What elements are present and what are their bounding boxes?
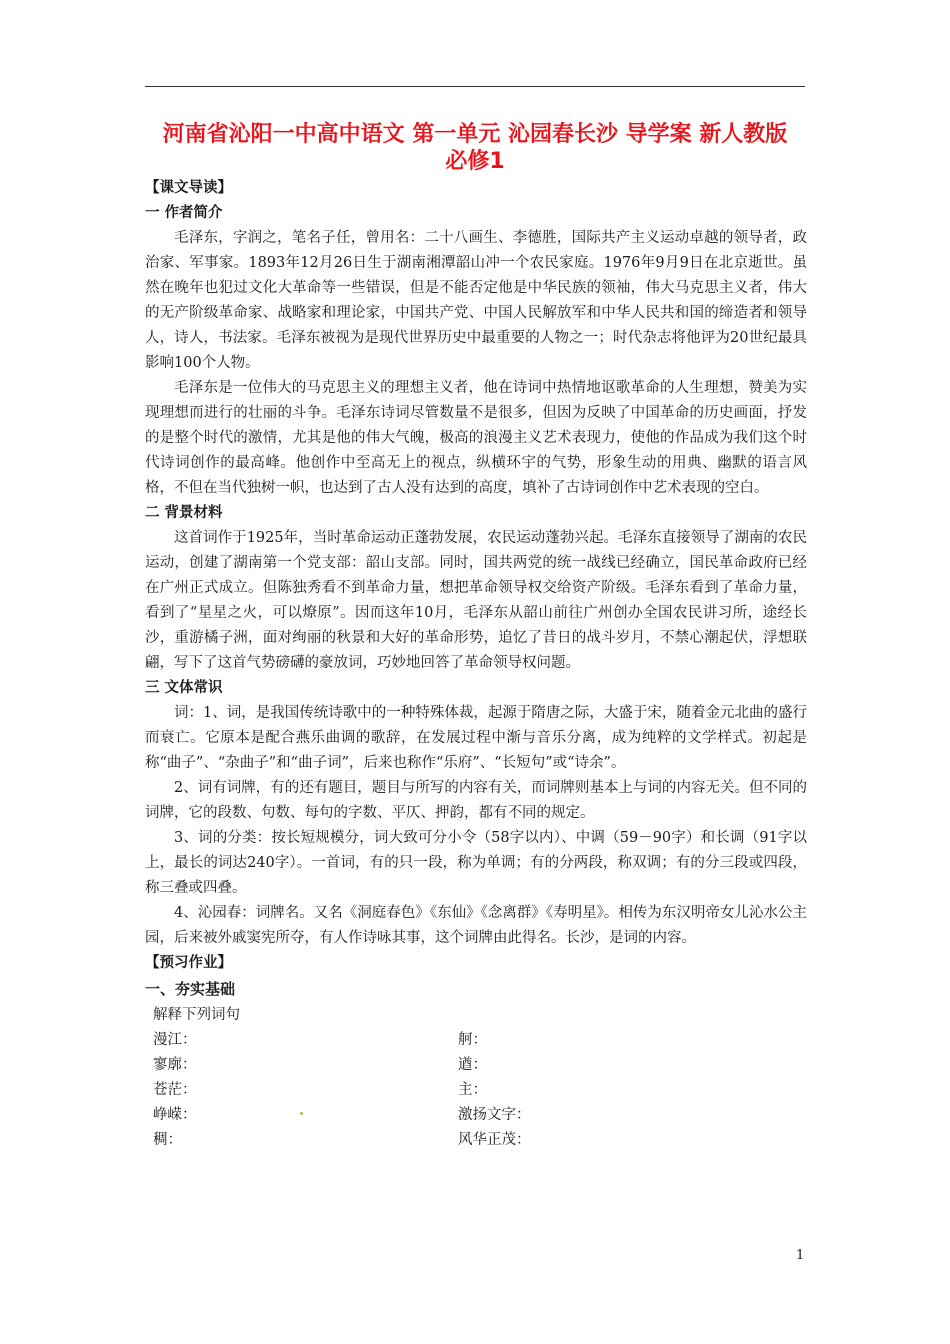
document-body xyxy=(145,176,807,1153)
vocab-row xyxy=(145,1028,807,1053)
document-title-line1: 河南省沁阳一中高中语文 第一单元 沁园春长沙 导学案 新人教版 xyxy=(162,122,788,147)
vocab-instruction: 解释下列词句 xyxy=(153,1007,240,1023)
vocab-term: 峥嵘： xyxy=(153,1107,197,1123)
genre-paragraph-2: 2、词有词牌，有的还有题目，题目与所写的内容有关，而词牌则基本上与词的内容无关。但不同的词牌，它的段数、句数、每句的字数、平仄、押韵，都有不同的规定。 xyxy=(145,780,807,821)
author-intro-paragraph-2: 毛泽东是一位伟大的马克思主义的理想主义者，他在诗词中热情地讴歌革命的人生理想，赞美为实现理想而进行的壮丽的斗争。毛泽东诗词尽管数量不是很多，但因为反映了中国革命的历史画面，抒发的是整个时代的激情，尤其是他的伟大气魄，极高的浪漫主义艺术表现力，使他的作品成为我们这个时代诗词创作的最高峰。他创作中至高无上的视点，纵横环宇的气势，形象生动的用典、幽默的语言风格，不但在当代独树一帜，也达到了古人没有达到的高度，填补了古诗词创作中艺术表现的空白。 xyxy=(145,380,807,496)
page-number: 1 xyxy=(796,1248,805,1263)
genre-paragraph-4: 4、沁园春：词牌名。又名《洞庭春色》《东仙》《念离群》《寿明星》。相传为东汉明帝女儿沁水公主园，后来被外戚窦宪所夺，有人作诗咏其事，这个词牌由此得名。长沙，是词的内容。 xyxy=(145,905,807,946)
section-preview-heading: 【预习作业】 xyxy=(145,955,232,971)
vocab-term: 遒： xyxy=(458,1057,487,1073)
vocab-term: 风华正茂： xyxy=(458,1132,531,1148)
genre-heading: 三 文体常识 xyxy=(145,680,223,696)
vocab-row xyxy=(145,1103,807,1128)
background-heading: 二 背景材料 xyxy=(145,505,223,521)
genre-paragraph-1: 词：1、词，是我国传统诗歌中的一种特殊体裁，起源于隋唐之际，大盛于宋，随着金元北曲的盛行而衰亡。它原本是配合燕乐曲调的歌辞，在发展过程中渐与音乐分离，成为纯粹的文学样式。初起是称“曲子”、“杂曲子”和“曲子词”，后来也称作“乐府”、“长短句”或“诗余”。 xyxy=(145,705,807,771)
author-intro-heading: 一 作者简介 xyxy=(145,205,223,221)
foundation-task-heading: 一、夯实基础 xyxy=(145,980,236,998)
vocab-row xyxy=(145,1128,807,1153)
section-guide-heading: 【课文导读】 xyxy=(145,180,232,196)
vocab-row xyxy=(145,1078,807,1103)
vocab-term: 稠： xyxy=(153,1132,182,1148)
header-rule xyxy=(145,86,805,87)
vocab-term: 舸： xyxy=(458,1032,487,1048)
vocab-term: 激扬文字： xyxy=(458,1107,531,1123)
author-intro-paragraph-1: 毛泽东，字润之，笔名子任，曾用名：二十八画生、李德胜，国际共产主义运动卓越的领导者，政治家、军事家。1893年12月26日生于湖南湘潭韶山冲一个农民家庭。1976年9月9日在北京逝世。虽然在晚年也犯过文化大革命等一些错误，但是不能否定他是中华民族的领袖，伟大马克思主义者，伟大的无产阶级革命家、战略家和理论家，中国共产党、中国人民解放军和中华人民共和国的缔造者和领导人，诗人，书法家。毛泽东被视为是现代世界历史中最重要的人物之一；时代杂志将他评为20世纪最具影响100个人物。 xyxy=(145,230,807,371)
background-paragraph: 这首词作于1925年，当时革命运动正蓬勃发展，农民运动蓬勃兴起。毛泽东直接领导了湖南的农民运动，创建了湖南第一个党支部：韶山支部。同时，国共两党的统一战线已经确立，国民革命政府已经在广州正式成立。但陈独秀看不到革命力量，想把革命领导权交给资产阶级。毛泽东看到了革命力量，看到了“星星之火，可以燎原”。因而这年10月，毛泽东从韶山前往广州创办全国农民讲习所，途经长沙，重游橘子洲，面对绚丽的秋景和大好的革命形势，追忆了昔日的战斗岁月，不禁心潮起伏，浮想联翩，写下了这首气势磅礴的豪放词，巧妙地回答了革命领导权问题。 xyxy=(145,530,807,671)
genre-paragraph-3: 3、词的分类：按长短规模分，词大致可分小令（58字以内）、中调（59－90字）和长调（91字以上，最长的词达240字）。一首词，有的只一段，称为单调；有的分两段，称双调；有的分三段或四段，称三叠或四叠。 xyxy=(145,830,807,896)
document-title-line2: 必修1 xyxy=(445,149,505,174)
vocab-term: 漫江： xyxy=(153,1032,197,1048)
vocab-row xyxy=(145,1053,807,1078)
vocab-term: 主： xyxy=(458,1082,487,1098)
vocab-term: 寥廓： xyxy=(153,1057,197,1073)
scan-speck xyxy=(300,1112,303,1115)
vocab-term: 苍茫： xyxy=(153,1082,197,1098)
